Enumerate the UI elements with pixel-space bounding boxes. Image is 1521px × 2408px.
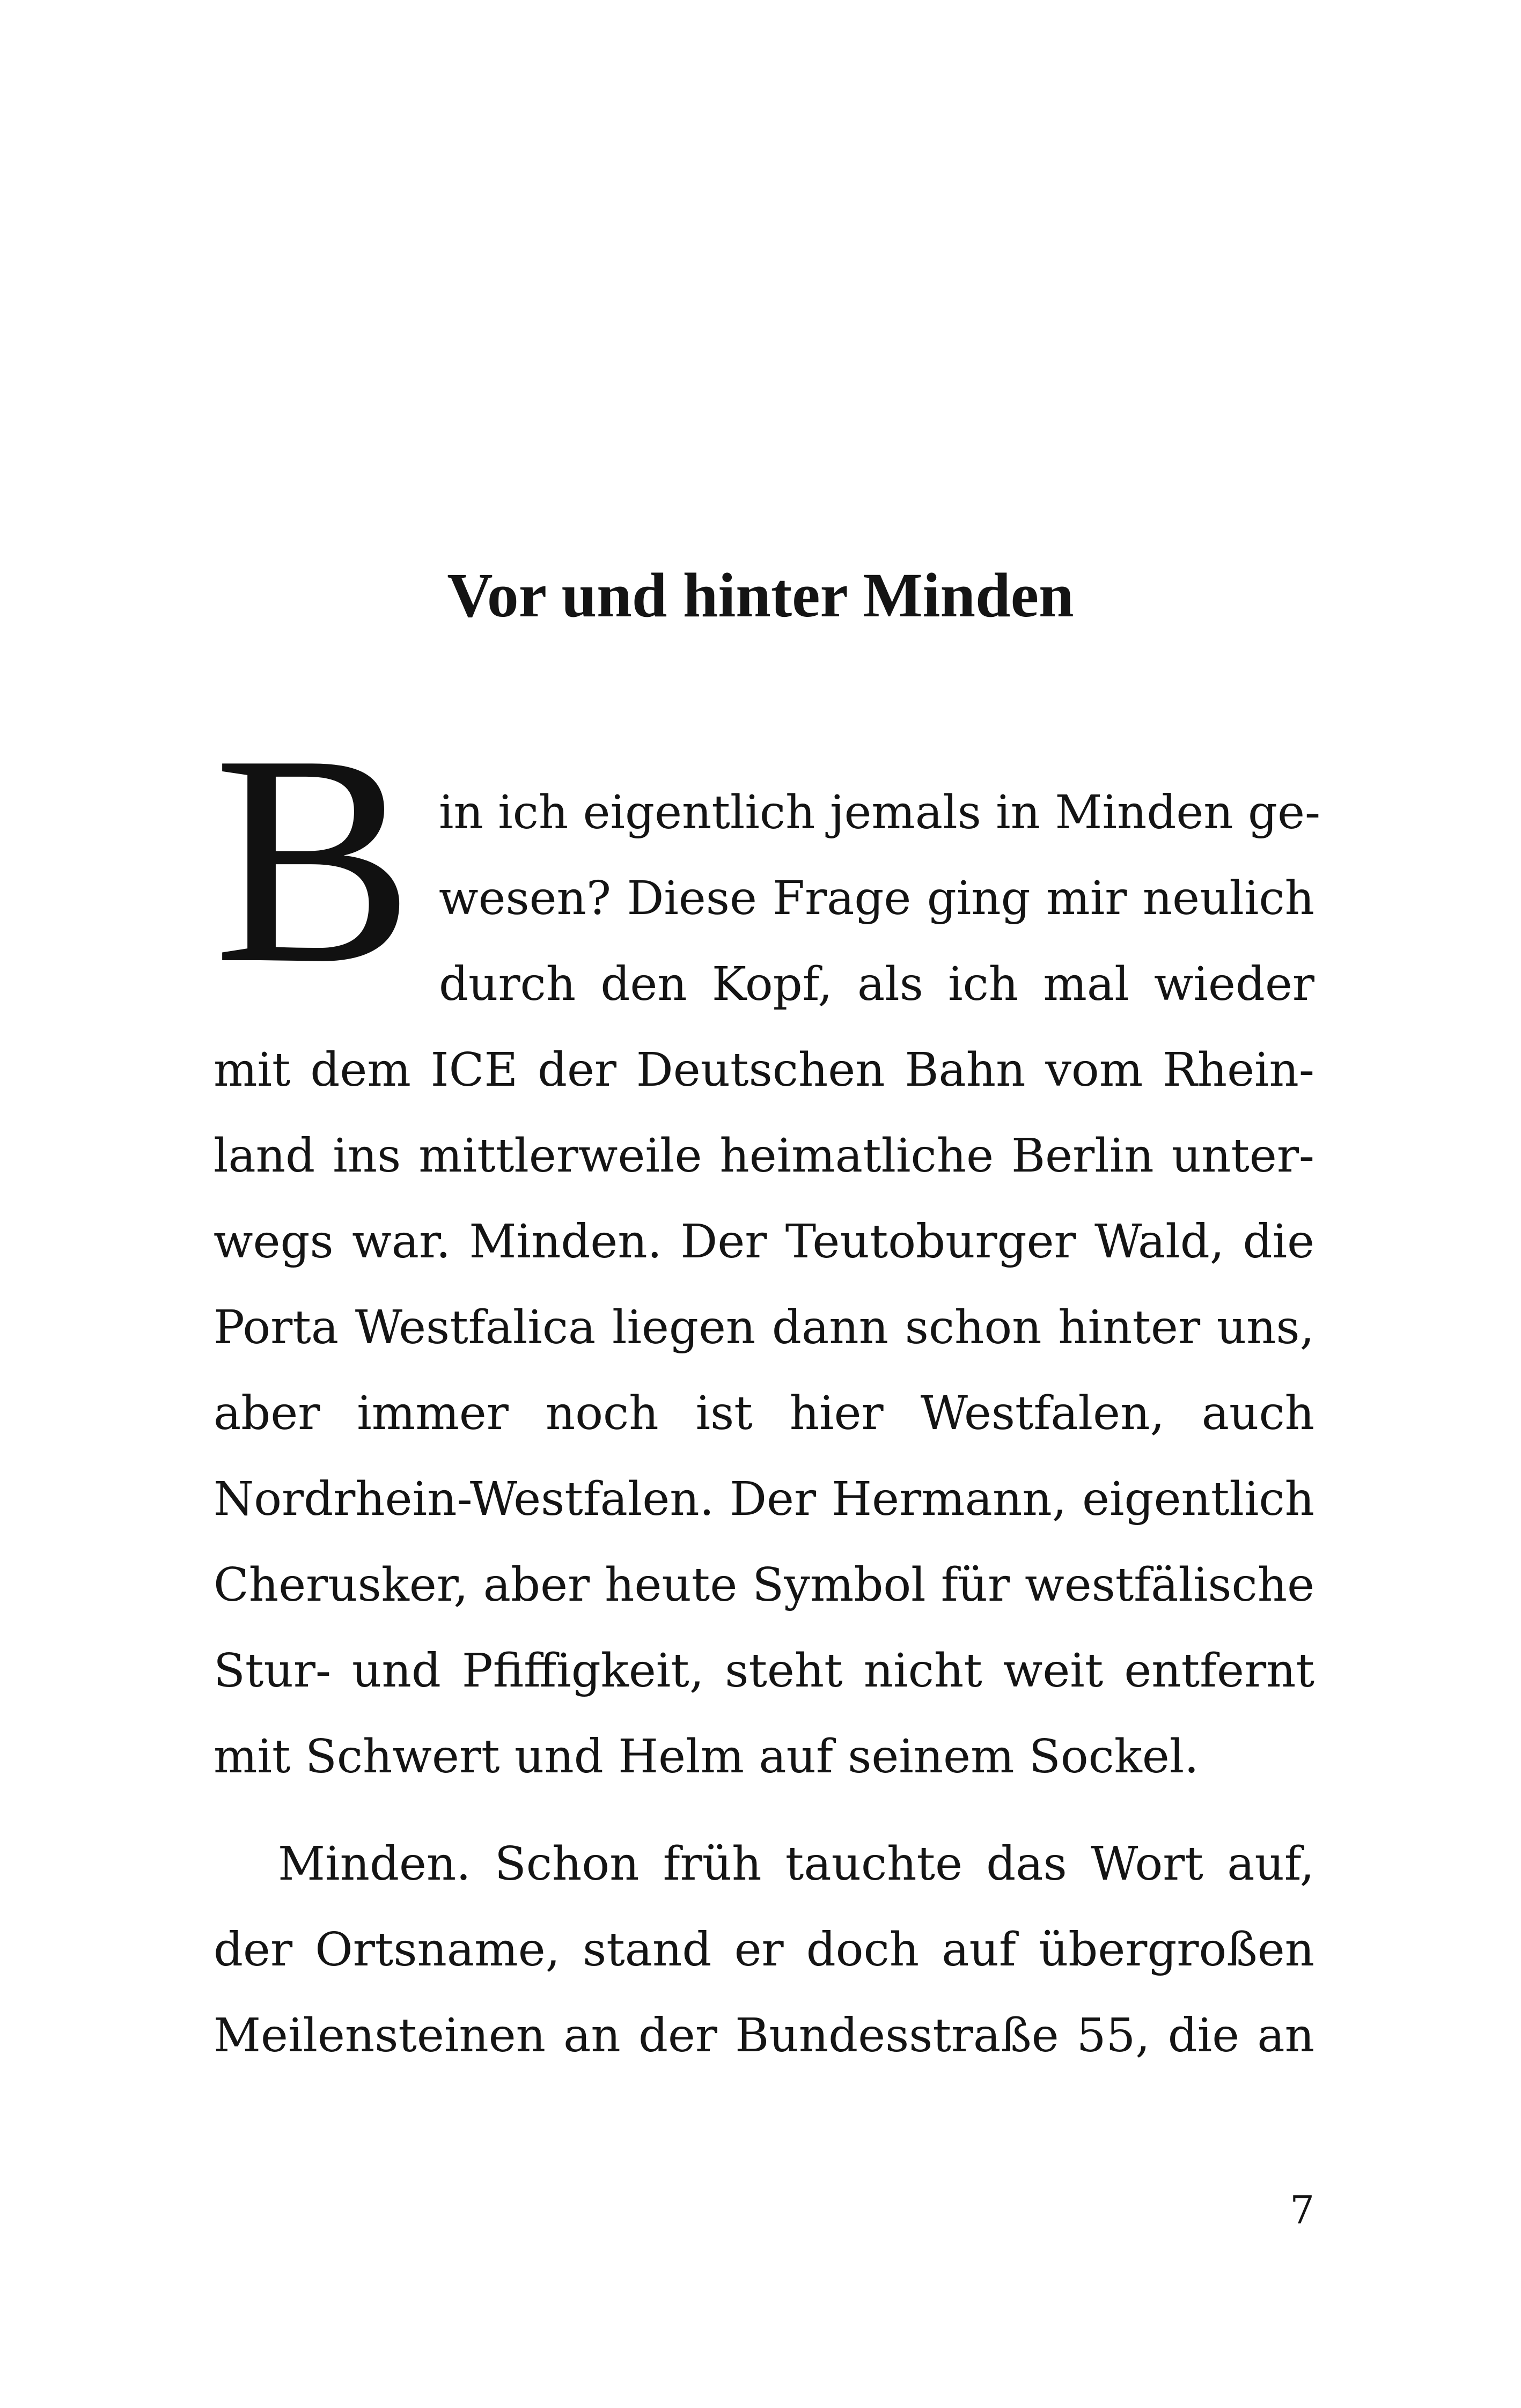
text-line: durch den Kopf, als ich mal wieder (439, 958, 1314, 1011)
text-line: in ich eigentlich jemals in Minden ge- (439, 786, 1321, 840)
text-line: Porta Westfalica liegen dann schon hinter uns, (214, 1301, 1314, 1354)
text-line: Meilensteinen an der Bundesstraße 55, die an (214, 2009, 1314, 2063)
text-line: wesen? Diese Frage ging mir neulich (439, 872, 1314, 925)
text-line: aber immer noch ist hier Westfalen, auch (214, 1387, 1314, 1440)
text-line: Stur- und Pfiffigkeit, steht nicht weit entfernt (214, 1644, 1314, 1698)
text-line: Nordrhein-Westfalen. Der Hermann, eigentlich (214, 1472, 1314, 1526)
text-line: mit Schwert und Helm auf seinem Sockel. (214, 1730, 1199, 1784)
text-line: Cherusker, aber heute Symbol für westfälische (214, 1558, 1314, 1612)
text-line: wegs war. Minden. Der Teutoburger Wald, die (214, 1215, 1314, 1269)
text-line: land ins mittlerweile heimatliche Berlin unter- (214, 1129, 1314, 1183)
drop-cap: B (214, 693, 414, 1026)
text-line: Minden. Schon früh tauchte das Wort auf, (278, 1837, 1314, 1891)
page-number: 7 (1290, 2188, 1314, 2233)
text-line: der Ortsname, stand er doch auf übergroßen (214, 1923, 1314, 1977)
text-line: mit dem ICE der Deutschen Bahn vom Rhein- (214, 1043, 1314, 1097)
chapter-title: Vor und hinter Minden (447, 560, 1074, 630)
